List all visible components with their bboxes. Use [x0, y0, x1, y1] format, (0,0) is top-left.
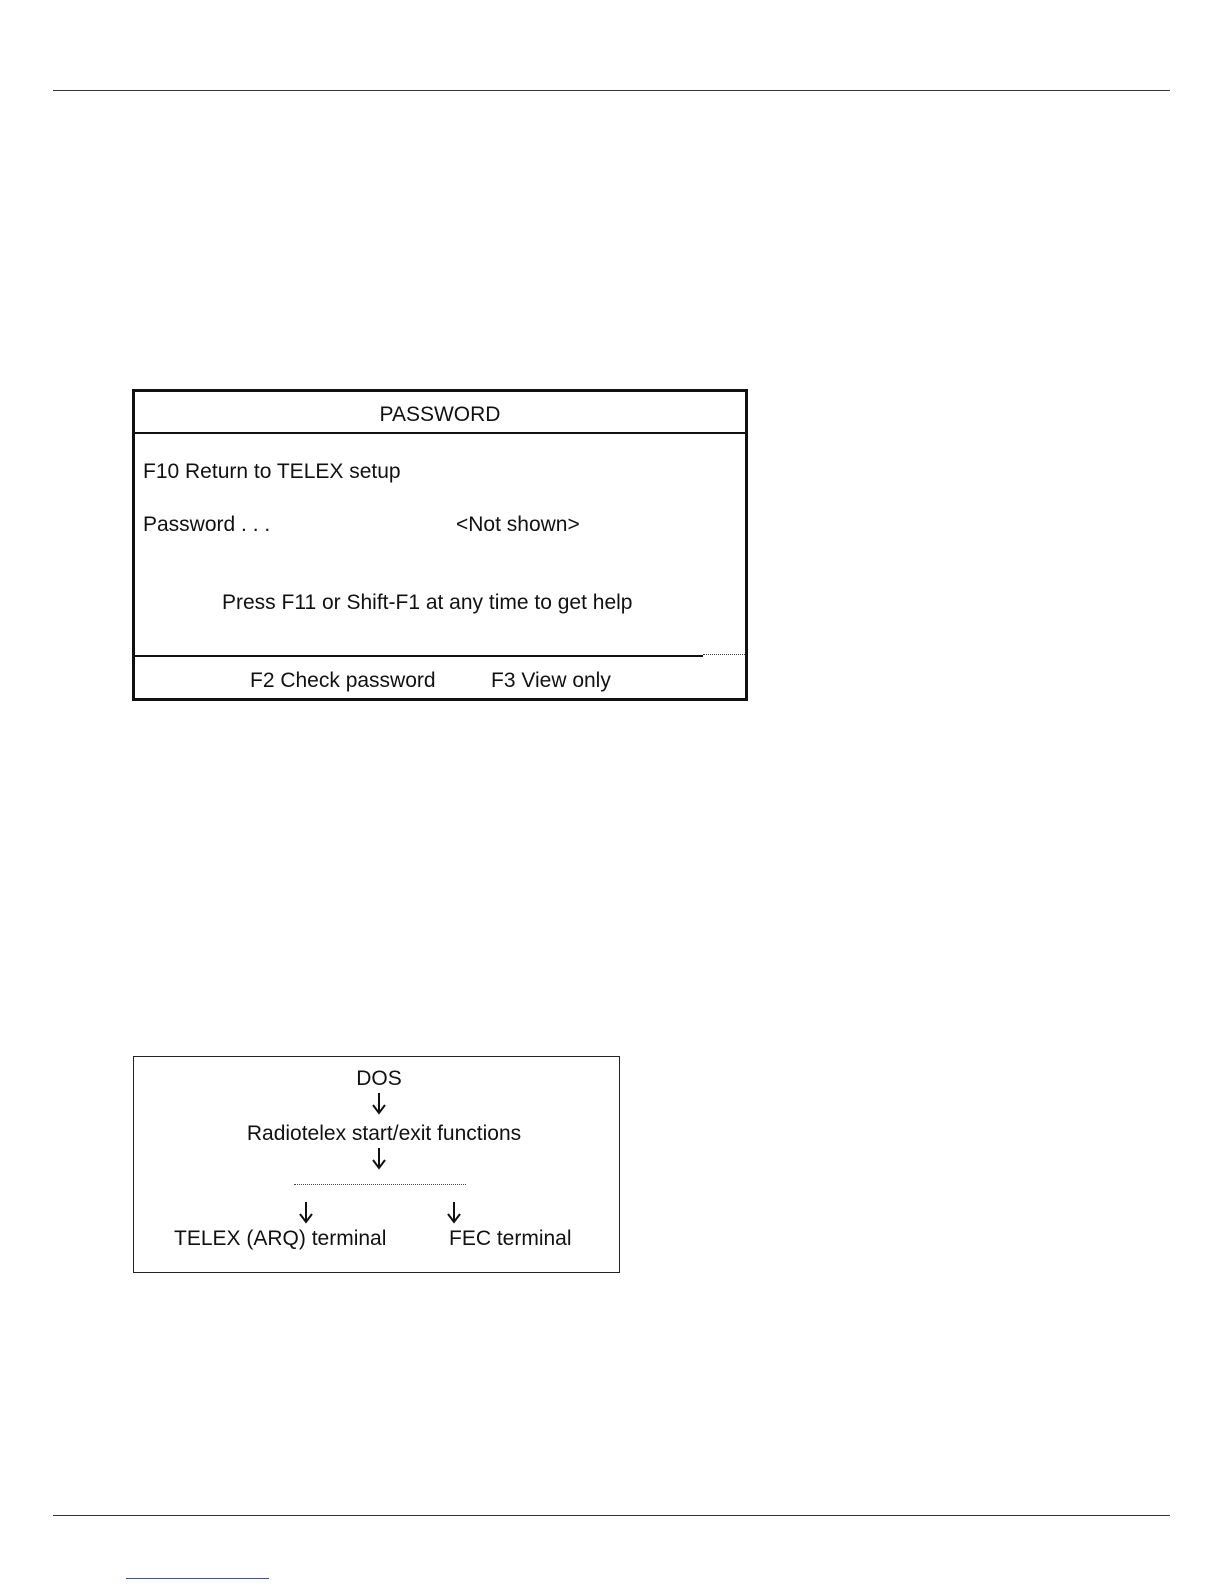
down-arrow-icon	[299, 1200, 313, 1224]
page-bottom-rule	[53, 1515, 1170, 1516]
dos-node: DOS	[356, 1067, 402, 1090]
return-to-telex-setup-option[interactable]: F10 Return to TELEX setup	[143, 460, 401, 483]
down-arrow-icon	[447, 1200, 461, 1224]
page-top-rule	[53, 90, 1170, 91]
arq-terminal-node: TELEX (ARQ) terminal	[174, 1227, 387, 1250]
function-key-bar	[135, 668, 745, 694]
footer-divider-dotted	[703, 654, 745, 655]
footer-divider	[135, 655, 703, 657]
password-screen	[132, 389, 748, 701]
radiotelex-node: Radiotelex start/exit functions	[246, 1122, 522, 1145]
password-field[interactable]: <Not shown>	[456, 513, 580, 536]
check-password-key[interactable]: F2 Check password	[250, 669, 436, 692]
help-hint: Press F11 or Shift-F1 at any time to get help	[222, 591, 633, 614]
down-arrow-icon	[372, 1091, 386, 1115]
view-only-key[interactable]: F3 View only	[491, 669, 611, 692]
password-label: Password . . .	[143, 513, 271, 536]
screen-title: PASSWORD	[135, 392, 745, 434]
down-arrow-icon	[372, 1146, 386, 1170]
program-structure-diagram	[133, 1056, 620, 1273]
fec-terminal-node: FEC terminal	[449, 1227, 572, 1250]
branch-line	[294, 1184, 466, 1185]
footer-link-underline	[126, 1578, 269, 1579]
